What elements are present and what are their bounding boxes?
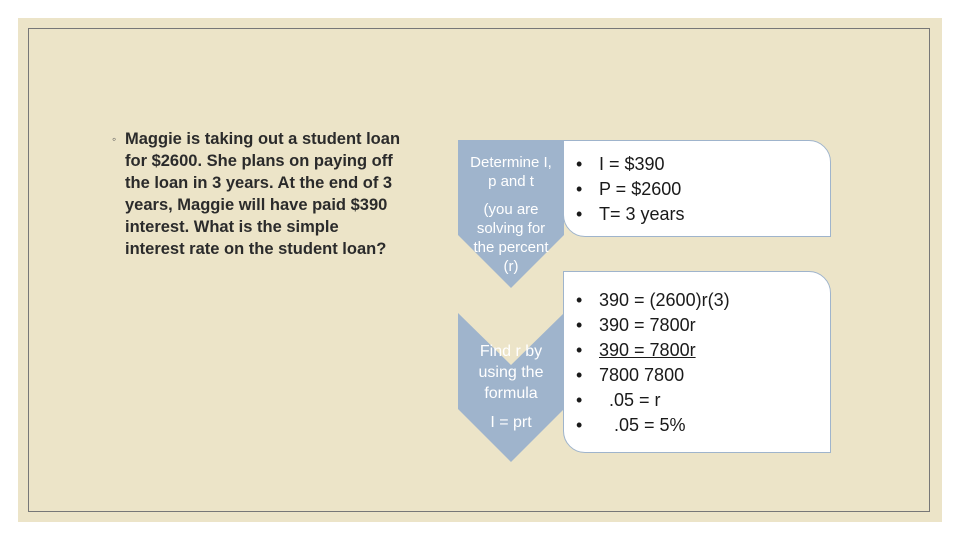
step2-bullet-list <box>576 288 730 438</box>
step1-card <box>563 140 831 237</box>
problem-line: interest. What is the simple <box>125 218 339 236</box>
problem-statement <box>112 128 445 260</box>
step2-bullet: • .05 = 5% <box>576 413 730 438</box>
hollow-bullet-icon: ◦ <box>112 132 117 146</box>
step2-title-line: Find r by <box>479 343 543 360</box>
problem-line: interest rate on the student loan? <box>125 240 387 258</box>
step1-note-line: the percent <box>473 239 549 256</box>
step2-bullet: • .05 = r <box>576 388 730 413</box>
step1-note-line: solving for <box>476 220 546 237</box>
step2-chevron-label <box>458 341 564 433</box>
step1-bullet-list <box>576 152 685 227</box>
step1-title-line: Determine I, <box>470 154 552 171</box>
problem-line: Maggie is taking out a student loan <box>125 130 401 148</box>
step2-bullet: • 390 = (2600)r(3) <box>576 288 730 313</box>
step1-bullet: • I = $390 <box>576 152 685 177</box>
step2-bullet: • 390 = 7800r <box>576 313 730 338</box>
step2-card <box>563 271 831 453</box>
step1-note-line: (r) <box>503 258 519 275</box>
step1-bullet: • T= 3 years <box>576 202 685 227</box>
step2-title-line: formula <box>484 385 538 402</box>
problem-line: the loan in 3 years. At the end of 3 <box>125 174 393 192</box>
step1-chevron-label <box>458 153 564 276</box>
problem-line: for $2600. She plans on paying off <box>125 152 393 170</box>
step1-note-line: (you are <box>483 201 539 218</box>
step2-bullet: • 390 = 7800r <box>576 338 730 363</box>
step2-bullet: • 7800 7800 <box>576 363 730 388</box>
problem-line: years, Maggie will have paid $390 <box>125 196 388 214</box>
step2-formula: I = prt <box>490 414 532 431</box>
step1-bullet: • P = $2600 <box>576 177 685 202</box>
step1-title-line: p and t <box>488 173 534 190</box>
step2-title-line: using the <box>478 364 544 381</box>
